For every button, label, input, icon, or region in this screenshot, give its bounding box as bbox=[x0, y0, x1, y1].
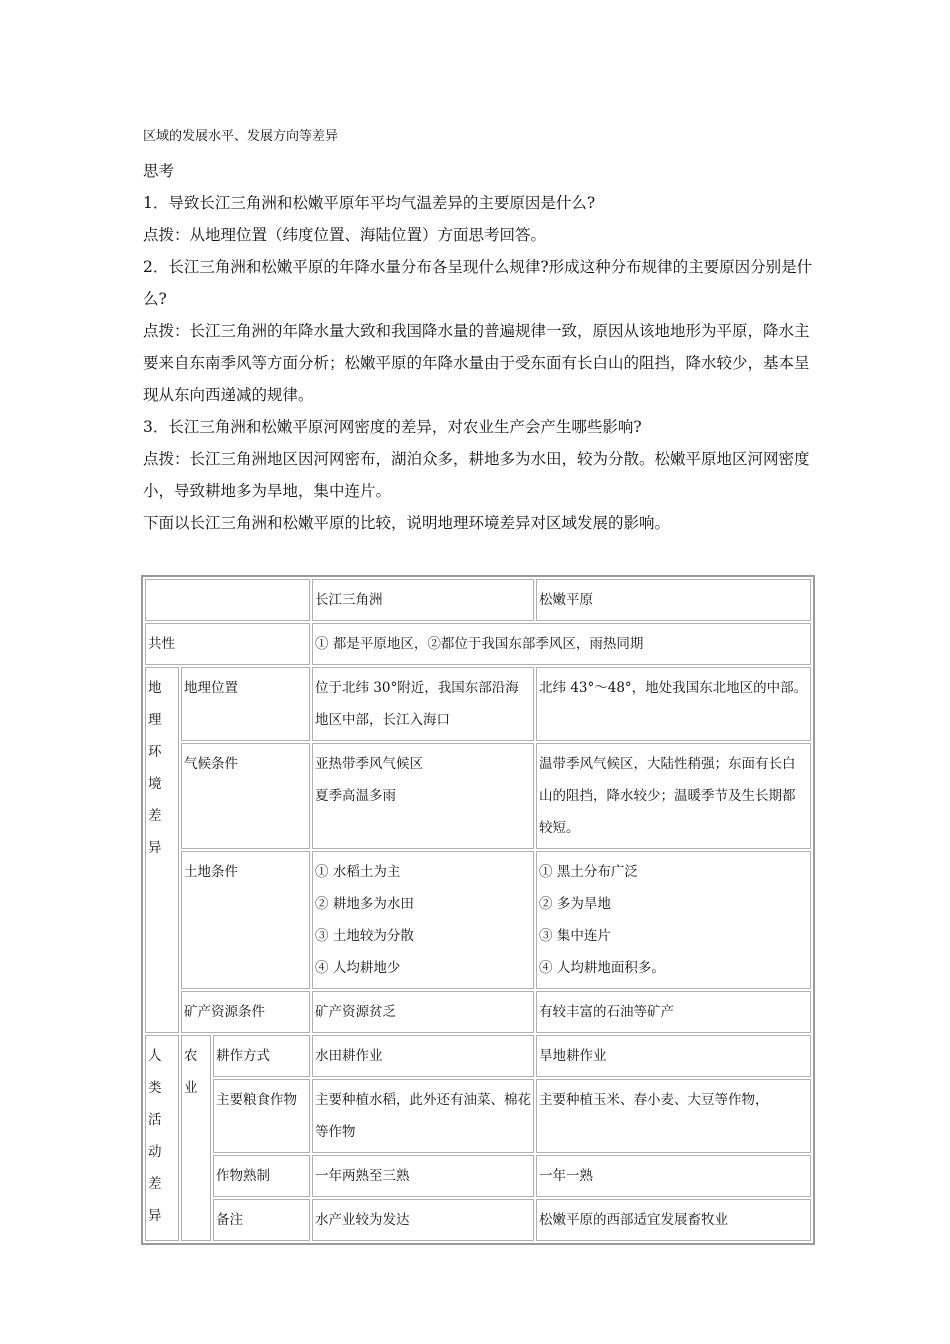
mineral-songnen: 有较丰富的石油等矿产 bbox=[536, 991, 811, 1033]
land-yangtze-item: ② 耕地多为水田 bbox=[315, 896, 414, 912]
crops-label: 主要粮食作物 bbox=[213, 1079, 310, 1153]
hint-2: 点拨：长江三角洲的年降水量大致和我国降水量的普遍规律一致，原因从该地地形为平原，降水主要来自东南季风等方面分析；松嫩平原的年降水量由于受东面有长白山的阻挡，降水较少，基本呈现从东向西递减的规律。 bbox=[143, 322, 810, 404]
geo-group-label: 地 理 环 境 差异 bbox=[145, 667, 179, 1033]
farming-label: 耕作方式 bbox=[213, 1035, 310, 1077]
farming-songnen: 旱地耕作业 bbox=[536, 1035, 811, 1077]
header-songnen: 松嫩平原 bbox=[536, 579, 811, 621]
table-row-land bbox=[145, 851, 811, 989]
climate-songnen: 温带季风气候区，大陆性稍强；东面有长白山的阻挡，降水较少；温暖季节及生长期都较短。 bbox=[536, 743, 811, 849]
climate-yangtze bbox=[312, 743, 534, 849]
table-header-row bbox=[145, 579, 811, 621]
location-yangtze: 位于北纬 30°附近，我国东部沿海地区中部，长江入海口 bbox=[312, 667, 534, 741]
land-yangtze-item: ① 水稻土为主 bbox=[315, 864, 401, 880]
land-songnen bbox=[536, 851, 811, 989]
question-2: 2．长江三角洲和松嫩平原的年降水量分布各呈现什么规律?形成这种分布规律的主要原因分别是什么? bbox=[143, 258, 813, 308]
hint-3: 点拨：长江三角洲地区因河网密布，湖泊众多，耕地多为水田，较为分散。松嫩平原地区河网密度小，导致耕地多为旱地，集中连片。 bbox=[143, 450, 810, 500]
mineral-yangtze: 矿产资源贫乏 bbox=[312, 991, 534, 1033]
hint-1: 点拨：从地理位置（纬度位置、海陆位置）方面思考回答。 bbox=[143, 226, 547, 244]
table-row-location bbox=[145, 667, 811, 741]
body-text bbox=[143, 155, 813, 539]
land-yangtze-item: ③ 土地较为分散 bbox=[315, 928, 414, 944]
table-row-note bbox=[145, 1199, 811, 1241]
intro-sentence: 下面以长江三角洲和松嫩平原的比较，说明地理环境差异对区域发展的影响。 bbox=[143, 514, 671, 532]
table-row-crops bbox=[145, 1079, 811, 1153]
land-songnen-item: ③ 集中连片 bbox=[539, 928, 611, 944]
farming-yangtze: 水田耕作业 bbox=[312, 1035, 534, 1077]
table-row-climate bbox=[145, 743, 811, 849]
comparison-table bbox=[141, 575, 815, 1245]
maturity-yangtze: 一年两熟至三熟 bbox=[312, 1155, 534, 1197]
crops-songnen: 主要种植玉米、春小麦、大豆等作物， bbox=[536, 1079, 811, 1153]
question-3: 3．长江三角洲和松嫩平原河网密度的差异，对农业生产会产生哪些影响? bbox=[143, 418, 642, 436]
land-songnen-item: ① 黑土分布广泛 bbox=[539, 864, 638, 880]
header-yangtze: 长江三角洲 bbox=[312, 579, 534, 621]
common-value: ① 都是平原地区，②都位于我国东部季风区，雨热同期 bbox=[312, 623, 811, 665]
paragraph-think: 思考 bbox=[143, 162, 175, 180]
table-row-maturity bbox=[145, 1155, 811, 1197]
question-1: 1．导致长江三角洲和松嫩平原年平均气温差异的主要原因是什么? bbox=[143, 194, 596, 212]
land-songnen-item: ② 多为旱地 bbox=[539, 896, 611, 912]
location-label: 地理位置 bbox=[181, 667, 310, 741]
land-yangtze bbox=[312, 851, 534, 989]
common-label: 共性 bbox=[145, 623, 310, 665]
land-label: 土地条件 bbox=[181, 851, 310, 989]
table-row-farming bbox=[145, 1035, 811, 1077]
section-subtitle: 区域的发展水平、发展方向等差异 bbox=[143, 129, 339, 144]
human-group-label: 人 类 活 动 差异 bbox=[145, 1035, 179, 1241]
table-row-common bbox=[145, 623, 811, 665]
climate-yangtze-line: 夏季高温多雨 bbox=[315, 788, 397, 804]
maturity-label: 作物熟制 bbox=[213, 1155, 310, 1197]
note-songnen: 松嫩平原的西部适宜发展畜牧业 bbox=[536, 1199, 811, 1241]
location-songnen: 北纬 43°～48°，地处我国东北地区的中部。 bbox=[536, 667, 811, 741]
maturity-songnen: 一年一熟 bbox=[536, 1155, 811, 1197]
table-row-mineral bbox=[145, 991, 811, 1033]
land-songnen-item: ④ 人均耕地面积多。 bbox=[539, 960, 665, 976]
note-label: 备注 bbox=[213, 1199, 310, 1241]
climate-label: 气候条件 bbox=[181, 743, 310, 849]
note-yangtze: 水产业较为发达 bbox=[312, 1199, 534, 1241]
climate-yangtze-line: 亚热带季风气候区 bbox=[315, 756, 424, 772]
land-yangtze-item: ④ 人均耕地少 bbox=[315, 960, 401, 976]
agri-label: 农业 bbox=[181, 1035, 211, 1241]
crops-yangtze: 主要种植水稻，此外还有油菜、棉花等作物 bbox=[312, 1079, 534, 1153]
mineral-label: 矿产资源条件 bbox=[181, 991, 310, 1033]
header-empty-cell bbox=[145, 579, 310, 621]
